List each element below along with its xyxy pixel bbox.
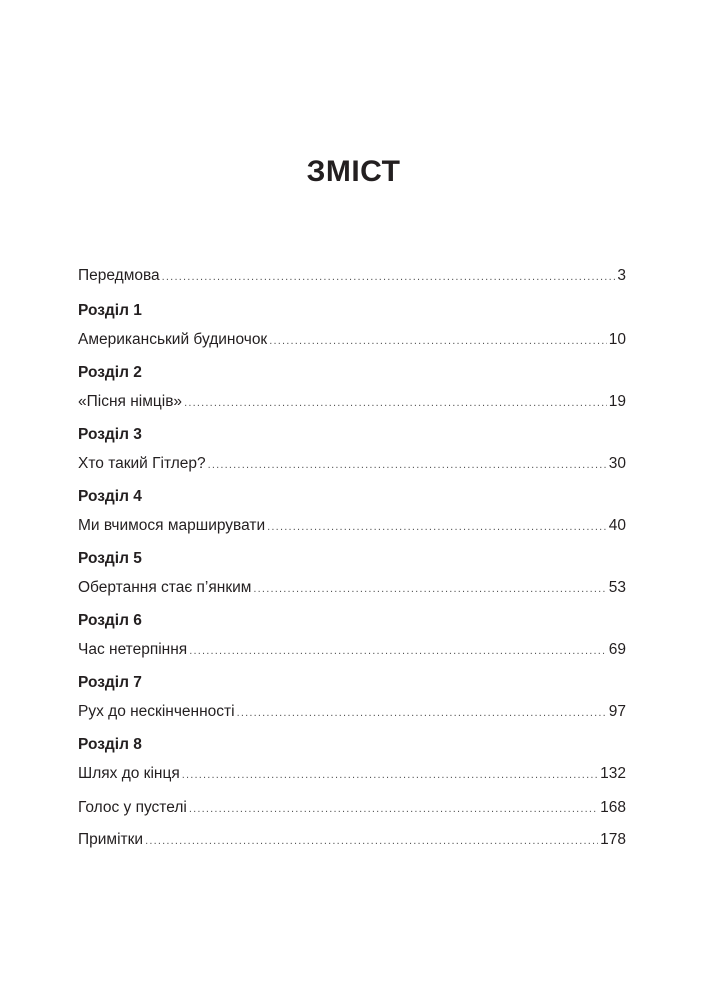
toc-entry-afterword xyxy=(78,794,626,822)
toc-page-number: 19 xyxy=(608,393,626,410)
toc-entry-label: Час нетерпіння xyxy=(78,641,188,658)
toc-chapter-8 xyxy=(78,730,626,788)
dot-leader xyxy=(184,389,607,417)
toc-entry-label: «Пісня німців» xyxy=(78,393,183,410)
toc-page-number: 97 xyxy=(608,703,626,720)
chapter-heading: Розділ 3 xyxy=(78,426,142,443)
toc-entry xyxy=(78,698,626,726)
dot-leader xyxy=(189,795,598,823)
toc-entry xyxy=(78,512,626,540)
toc-entry-label: Голос у пустелі xyxy=(78,799,187,816)
dot-leader xyxy=(269,327,607,355)
toc-entry xyxy=(78,636,626,664)
toc-entry xyxy=(78,450,626,478)
toc-page-number: 69 xyxy=(608,641,626,658)
toc-page-number: 10 xyxy=(608,331,626,348)
toc-entry-label: Шлях до кінця xyxy=(78,765,180,782)
chapter-heading: Розділ 7 xyxy=(78,674,142,691)
dot-leader xyxy=(162,263,616,291)
chapter-heading: Розділ 5 xyxy=(78,550,142,567)
dot-leader xyxy=(182,761,598,789)
toc-page-number: 30 xyxy=(608,455,626,472)
page-title: ЗМІСТ xyxy=(306,155,401,188)
toc-entry-notes xyxy=(78,826,626,854)
toc-entry-label: Американський будиночок xyxy=(78,331,268,348)
toc-chapter-1 xyxy=(78,296,626,354)
toc-page-number: 40 xyxy=(608,517,626,534)
toc-entry-label: Хто такий Гітлер? xyxy=(78,455,206,472)
dot-leader xyxy=(267,513,607,541)
toc-chapter-7 xyxy=(78,668,626,726)
dot-leader xyxy=(253,575,606,603)
toc-entry-foreword xyxy=(78,262,626,290)
toc-chapter-2 xyxy=(78,358,626,416)
toc-page-number: 168 xyxy=(600,799,626,816)
chapter-heading: Розділ 2 xyxy=(78,364,142,381)
toc-entry-label: Примітки xyxy=(78,831,144,848)
toc-entry xyxy=(78,388,626,416)
dot-leader xyxy=(189,637,607,665)
toc-page-number: 3 xyxy=(617,267,626,284)
table-of-contents xyxy=(78,262,626,854)
toc-page-number: 178 xyxy=(600,831,626,848)
toc-page-number: 53 xyxy=(608,579,626,596)
toc-entry-label: Рух до нескінченності xyxy=(78,703,235,720)
toc-chapter-4 xyxy=(78,482,626,540)
chapter-heading: Розділ 6 xyxy=(78,612,142,629)
toc-entry xyxy=(78,574,626,602)
toc-entry xyxy=(78,760,626,788)
toc-entry xyxy=(78,326,626,354)
toc-chapter-5 xyxy=(78,544,626,602)
chapter-heading: Розділ 8 xyxy=(78,736,142,753)
toc-entry-label: Обертання стає п’янким xyxy=(78,579,252,596)
chapter-heading: Розділ 4 xyxy=(78,488,142,505)
toc-entry-label: Передмова xyxy=(78,267,160,284)
toc-chapter-6 xyxy=(78,606,626,664)
toc-chapter-3 xyxy=(78,420,626,478)
toc-page-number: 132 xyxy=(600,765,626,782)
dot-leader xyxy=(237,699,607,727)
toc-entry-label: Ми вчимося марширувати xyxy=(78,517,266,534)
chapter-heading: Розділ 1 xyxy=(78,302,142,319)
dot-leader xyxy=(208,451,607,479)
dot-leader xyxy=(145,827,598,855)
